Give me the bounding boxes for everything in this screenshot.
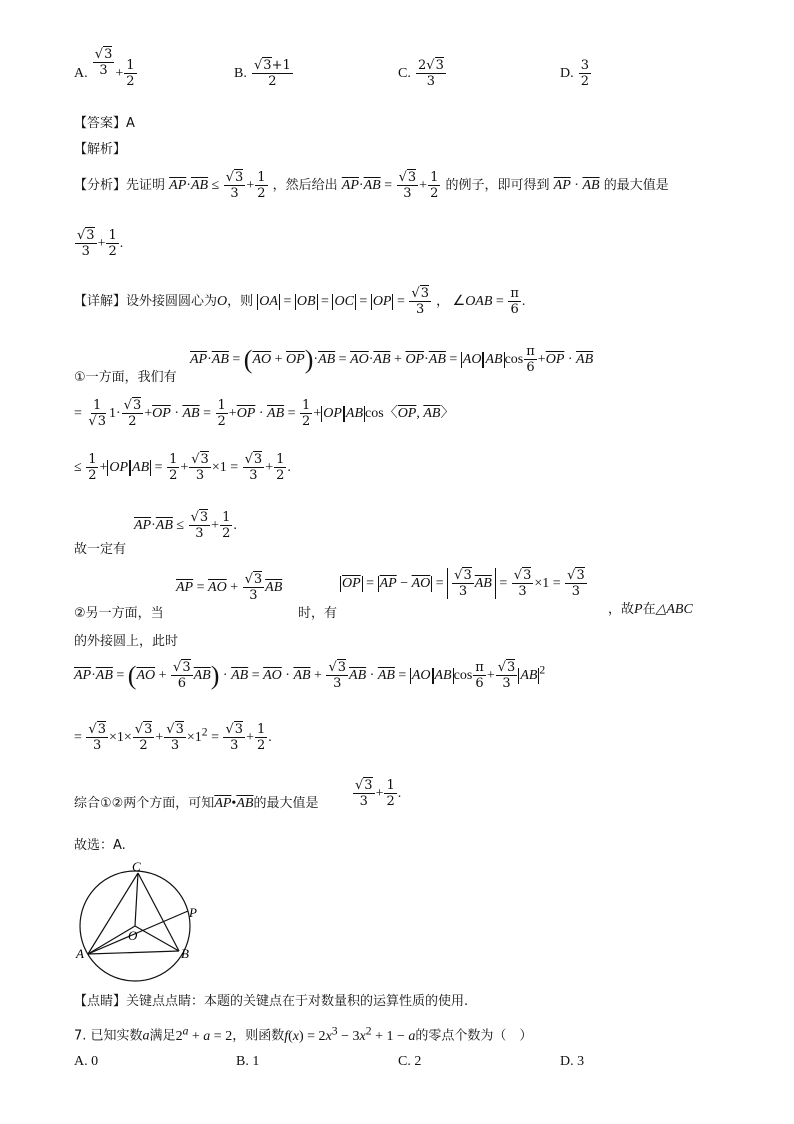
xiangjie-line: 【详解】设外接圆圆心为O，则 OA = OB = OC = OP = $\frac{√3}{3}$ ， ∠OAB = $\frac{\pi}{6}$ . bbox=[74, 286, 526, 317]
analysis-label: 【解析】 bbox=[74, 142, 127, 157]
part2-line2: 的外接圆上，此时 bbox=[74, 634, 179, 649]
part2-eq: $\overline{OP} = \overline{AP} - \overline{AO}$ = $\frac{√3}{3}$ $\overline{AB}$ = $\frac{√3}{3}$ ×1 = $\frac{√3}{3}$ bbox=[342, 568, 585, 599]
q7-option-b: B. 1 bbox=[236, 1054, 260, 1069]
part2-tail: ，故P在△ABC bbox=[608, 602, 693, 617]
label-b: B bbox=[181, 946, 189, 961]
part2-when: 时，有 bbox=[298, 606, 338, 621]
fenxi-result: $\frac{√3}{3}$ + $\frac{1}{2}$ . bbox=[77, 228, 124, 259]
label-c: C bbox=[132, 859, 141, 874]
part1-eq1: $\overline{AP}\cdot\overline{AB} = (\overline{AO} + \overline{OP})\cdot\overline{AB} = \overline{AO}\cdot\overline{AB} + \overline{OP}\cdot\overline{AB}$ = AO AB cos $\frac{\pi}{6}$ $+\overline{OP} \cdot \overline{AB}$ bbox=[190, 344, 594, 375]
part1-eq4: $\overline{AP}\cdot\overline{AB}$ ≤ $\frac{√3}{3}$ + $\frac{1}{2}$ . bbox=[134, 510, 237, 541]
q7-option-c: C. 2 bbox=[398, 1054, 422, 1069]
segment-co bbox=[135, 873, 138, 926]
q7-option-a: A. 0 bbox=[74, 1054, 99, 1069]
summary-line: 综合①②两个方面，可知$\overline{AP}•\overline{AB}$的最大值是 bbox=[74, 796, 319, 811]
choose-line: 故选：A. bbox=[74, 838, 126, 853]
label-p: P bbox=[189, 905, 197, 920]
q7-option-d: D. 3 bbox=[560, 1054, 585, 1069]
option-b: B. $\frac{√3+1}{2}$ bbox=[234, 58, 291, 89]
option-d: D. $\frac{3}{2}$ bbox=[560, 58, 590, 89]
label-a: A bbox=[76, 946, 84, 961]
part1-eq2: = $\frac{1}{√3}$ 1· $\frac{√3}{2}$ $+\overline{OP} \cdot \overline{AB}$ = $\frac{1}{2}$ $+\overline{OP} \cdot \overline{AB}$ = $\frac{1}{2}$ + OP AB cos〈$\overline{OP}$, $\overline{AB}$〉 bbox=[74, 398, 455, 429]
part1-eq3: ≤ $\frac{1}{2}$ + OP AB = $\frac{1}{2}$ + $\frac{√3}{3}$ ×1 = $\frac{√3}{3}$ + $\frac{1}{2}$ . bbox=[74, 452, 291, 483]
option-c: C. $\frac{2√3}{3}$ bbox=[398, 58, 444, 89]
summary-value: $\frac{√3}{3}$ + $\frac{1}{2}$ . bbox=[355, 778, 402, 809]
answer-label: 【答案】A bbox=[74, 116, 135, 131]
part2-eq3: = $\frac{√3}{3}$ ×1× $\frac{√3}{2}$ + $\frac{√3}{3}$ $\times 1^2$ = $\frac{√3}{3}$ + $\frac{1}{2}$ . bbox=[74, 722, 272, 753]
dianjing-line: 【点睛】关键点点睛：本题的关键点在于对数量积的运算性质的使用. bbox=[74, 994, 469, 1009]
part2-cond: $\overline{AP} = \overline{AO}$ + $\frac{√3}{3}$ $\overline{AB}$ bbox=[176, 572, 283, 603]
q7-stem: 7. 已知实数a满足$2^a + a = 2$，则函数$f(x) = 2x^3 - 3x^2 + 1 - a$的零点个数为（ ） bbox=[74, 1024, 533, 1044]
fenxi-line: 【分析】先证明 $\overline{AP}\cdot\overline{AB}$ ≤ $\frac{√3}{3}$ + $\frac{1}{2}$ ，然后给出 $\overline{AP}\cdot\overline{AB}$ = $\frac{√3}{3}$ + $\frac{1}{2}$ 的例子，即可得到 $\overline{AP} \cdot \overline{AB}$ 的最大值是 bbox=[74, 170, 669, 201]
part2-label: ②另一方面，当 bbox=[74, 606, 164, 621]
circle-figure bbox=[72, 858, 212, 988]
part1-label: ①一方面，我们有 bbox=[74, 370, 177, 385]
option-a: A. $\frac{√3}{3}$ + $\frac{1}{2}$ bbox=[74, 47, 135, 89]
label-o: O bbox=[128, 928, 138, 943]
part1-conclude: 故一定有 bbox=[74, 542, 127, 557]
part2-eq2: $\overline{AP}\cdot\overline{AB} = (\overline{AO}$ + $\frac{√3}{6}$ $\overline{AB}) \cdot \overline{AB} = \overline{AO} \cdot \overline{AB}$ + $\frac{√3}{3}$ $\overline{AB} \cdot \overline{AB}$ = AO AB cos $\frac{\pi}{6}$ + $\frac{√3}{3}$ AB $^2$ bbox=[74, 660, 546, 691]
segment-ab bbox=[88, 951, 179, 954]
